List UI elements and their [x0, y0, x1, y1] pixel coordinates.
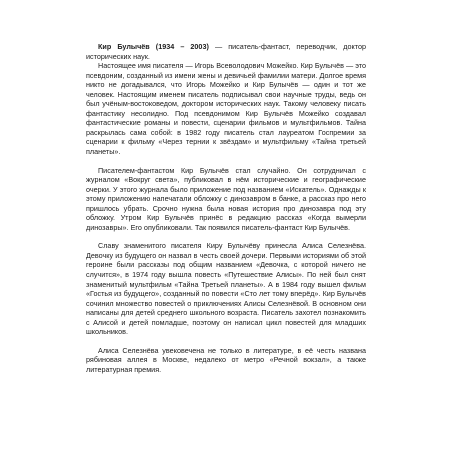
- paragraph-pseudonym: Настоящее имя писателя — Игорь Всеволодович Можейко. Кир Булычёв — это псевдоним, созданный из имени жены и девичьей фамилии матери. Долгое время никто не догадывался, что Игорь Можейко и Кир Булычёв — один и тот же человек. Настоящим именем писатель подписывал свои научные труды, ведь он был учёным-востоковедом, доктором исторических наук. Такому человеку писать фантастику несолидно. Под псевдонимом Кир Булычёв Можейко создавал фантастические романы и повести, сценарии фильмов и мультфильмов. Тайна раскрылась сама собой: в 1982 году писатель стал лауреатом Госпремии за сценарии к фильму «Через тернии к звёздам» и мультфильму «Тайна третьей планеты».: [86, 61, 366, 157]
- author-name-heading: Кир Булычёв (1934 – 2003): [98, 42, 209, 51]
- paragraph-legacy: Алиса Селезнёва увековечена не только в литературе, в её честь названа рябиновая аллея в Москве, недалеко от метро «Речной вокзал», а также литературная премия.: [86, 345, 366, 374]
- intro-text: — писатель-фантаст, переводчик, доктор исторических наук.: [86, 42, 367, 61]
- paragraph-career-start: Писателем-фантастом Кир Булычёв стал случайно. Он сотрудничал с журналом «Вокруг света», публиковал в нём исторические и географические очерки. У этого журнала было приложение под названием «Искатель». Однажды к этому приложению напечатали обложку с динозавром в банке, а рассказ про него пришлось убрать. Срочно нужна была новая история про динозавра под эту обложку. Утром Кир Булычёв принёс в редакцию рассказ «Когда вымерли динозавры». Его опубликовали. Так появился писатель-фантаст Кир Булычёв.: [86, 165, 366, 232]
- intro-paragraph: [86, 42, 366, 61]
- article-body: [86, 42, 366, 375]
- paragraph-alice: Славу знаменитого писателя Киру Булычёву принесла Алиса Селезнёва. Девочку из будущего он назвал в честь своей дочери. Первыми историями об этой героине были рассказы под общим названием «Девочка, с которой ничего не случится», в 1974 году вышла повесть «Путешествие Алисы». По ней был снят знаменитый мультфильм «Тайна Третьей планеты». А в 1984 году вышел фильм «Гостья из будущего», созданный по повести «Сто лет тому вперёд». Кир Булычёв сочинил множество повестей о приключениях Алисы Селезнёвой. В основном они написаны для детей среднего школьного возраста. Писатель захотел познакомить с Алисой и детей помладше, поэтому он написал цикл повестей для младших школьников.: [86, 241, 366, 337]
